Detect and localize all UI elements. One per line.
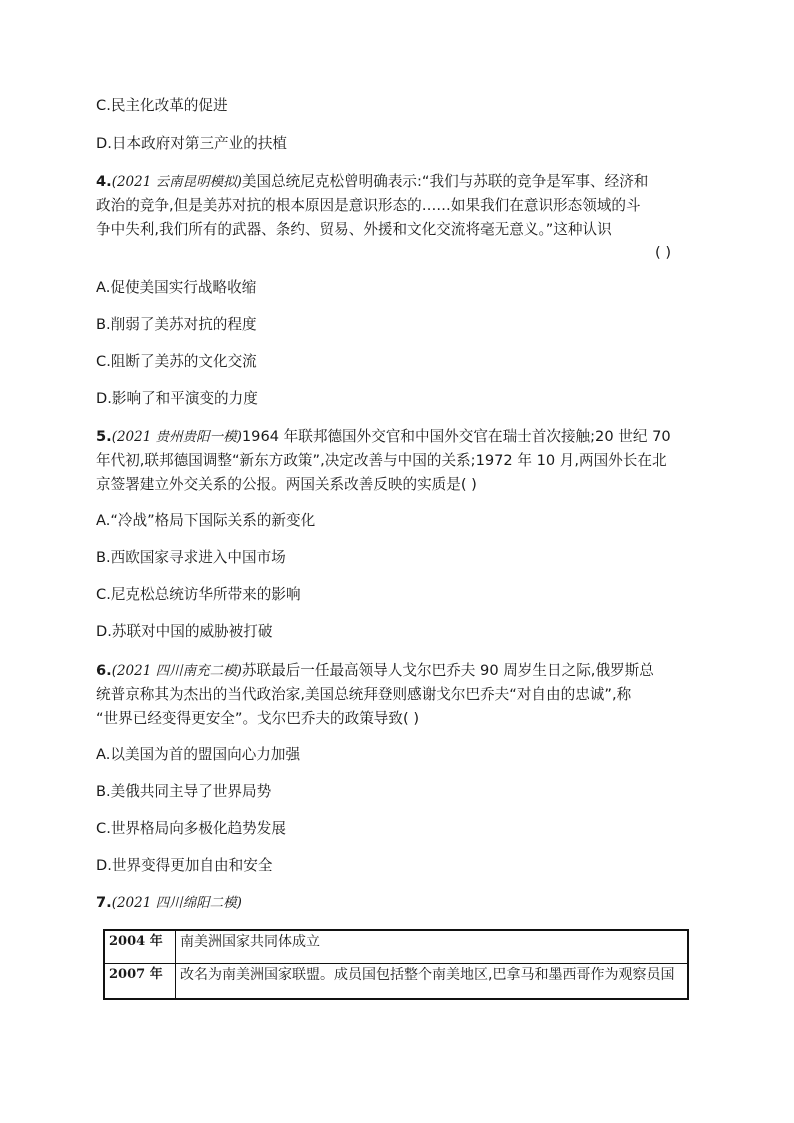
event-cell: 改名为南美洲国家联盟。成员国包括整个南美地区,巴拿马和墨西哥作为观察员国 [176,964,689,1000]
option-b: B.美俄共同主导了世界局势 [96,783,272,800]
option-d: D.苏联对中国的威胁被打破 [96,623,273,640]
table-row [104,930,688,964]
option-a: A.促使美国实行战略收缩 [96,279,257,296]
question-stem: 美国总统尼克松曾明确表示:“我们与苏联的竞争是军事、经济和 [241,173,649,190]
question-number: 7. [96,894,112,911]
answer-blank: ( ) [655,244,672,261]
option-d: D.世界变得更加自由和安全 [96,857,273,874]
option-d: D.影响了和平演变的力度 [96,390,258,407]
question-6-line-2: 统普京称其为杰出的当代政治家,美国总统拜登则感谢戈尔巴乔夫“对自由的忠诚”,称 [96,686,632,703]
question-5-line-1 [96,427,671,447]
question-stem: 1964 年联邦德国外交官和中国外交官在瑞士首次接触;20 世纪 70 [241,428,671,445]
question-7-line-1 [96,893,242,913]
question-source: (2021 四川绵阳二模) [111,895,242,911]
table-row [104,964,688,1000]
question-6-line-3: “世界已经变得更安全”。戈尔巴乔夫的政策导致( ) [96,710,420,727]
question-stem: 苏联最后一任最高领导人戈尔巴乔夫 90 周岁生日之际,俄罗斯总 [241,662,654,679]
question-5-line-2: 年代初,联邦德国调整“新东方政策”,决定改善与中国的关系;1972 年 10 月,两国外长在北 [96,452,667,469]
question-source: (2021 贵州贵阳一模) [111,429,242,445]
option-a: A.“冷战”格局下国际关系的新变化 [96,512,316,529]
question-source: (2021 四川南充二模) [111,663,242,679]
option-a: A.以美国为首的盟国向心力加强 [96,746,301,763]
question-number: 5. [96,428,112,445]
question-source: (2021 云南昆明模拟) [111,174,242,190]
question-4-line-1 [96,172,648,192]
option-c: C.尼克松总统访华所带来的影响 [96,586,301,603]
question-number: 4. [96,173,112,190]
option-d: D.日本政府对第三产业的扶植 [96,135,288,152]
option-c: C.世界格局向多极化趋势发展 [96,820,286,837]
year-cell: 2004 年 [104,930,176,964]
year-cell: 2007 年 [104,964,176,1000]
option-b: B.削弱了美苏对抗的程度 [96,316,257,333]
timeline-table [103,929,689,1000]
option-c: C.民主化改革的促进 [96,97,228,114]
question-4-line-3: 争中失利,我们所有的武器、条约、贸易、外援和文化交流将毫无意义。”这种认识 [96,221,612,238]
question-number: 6. [96,662,112,679]
question-6-line-1 [96,661,654,681]
event-cell: 南美洲国家共同体成立 [176,930,689,964]
question-4-line-2: 政治的竞争,但是美苏对抗的根本原因是意识形态的……如果我们在意识形态领域的斗 [96,197,641,214]
question-5-line-3: 京签署建立外交关系的公报。两国关系改善反映的实质是( ) [96,476,477,493]
option-b: B.西欧国家寻求进入中国市场 [96,549,286,566]
option-c: C.阻断了美苏的文化交流 [96,353,257,370]
